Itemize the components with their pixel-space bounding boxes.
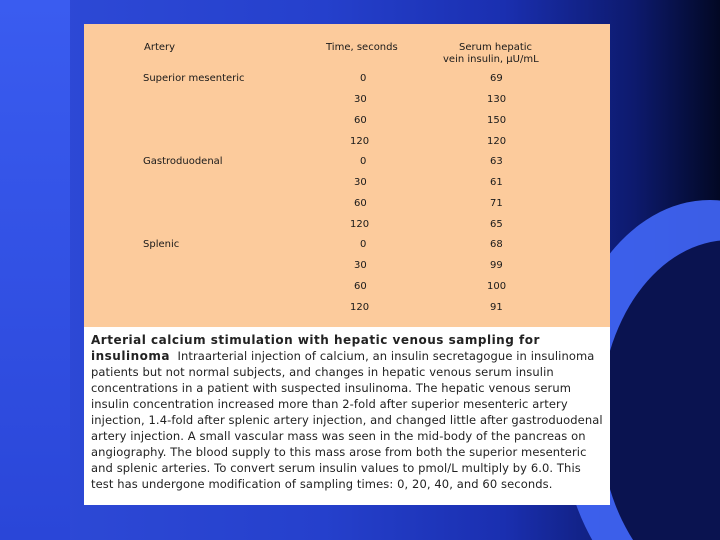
time-cell: 60 <box>354 115 367 126</box>
time-cell: 120 <box>350 302 370 313</box>
time-cell: 0 <box>360 239 367 250</box>
insulin-cell: 61 <box>490 177 503 188</box>
caption-title: Arterial calcium stimulation with hepatic venous sampling for insulinoma <box>91 333 540 363</box>
insulin-cell: 63 <box>490 156 503 167</box>
header-time: Time, seconds <box>326 42 398 53</box>
header-insulin-line2: vein insulin, µU/mL <box>443 54 539 65</box>
time-cell: 60 <box>354 198 367 209</box>
insulin-cell: 130 <box>487 94 507 105</box>
insulin-cell: 150 <box>487 115 507 126</box>
insulin-cell: 100 <box>487 281 507 292</box>
time-cell: 120 <box>350 219 370 230</box>
artery-label: Gastroduodenal <box>143 156 223 167</box>
insulin-cell: 68 <box>490 239 503 250</box>
time-cell: 120 <box>350 136 370 147</box>
insulin-cell: 91 <box>490 302 503 313</box>
slide-left-band <box>0 0 70 540</box>
artery-label: Superior mesenteric <box>143 73 245 84</box>
caption-box <box>84 327 610 505</box>
time-cell: 30 <box>354 260 367 271</box>
time-cell: 0 <box>360 73 367 84</box>
insulin-cell: 99 <box>490 260 503 271</box>
time-cell: 60 <box>354 281 367 292</box>
time-cell: 0 <box>360 156 367 167</box>
insulin-cell: 65 <box>490 219 503 230</box>
caption-body: Intraarterial injection of calcium, an insulin secretagogue in insulinoma patients but not normal subjects, and changes in hepatic venous serum insulin concentrations in a patient with suspected insulinoma. The hepatic venous serum insulin concentration increased more than 2-fold after superior mesenteric artery injection, 1.4-fold after splenic artery injection, and changed little after gastroduodenal artery injection. A small vascular mass was seen in the mid-body of the pancreas on angiography. The blood supply to this mass arose from both the superior mesenteric and splenic arteries. To convert serum insulin values to pmol/L multiply by 6.0. This test has undergone modification of sampling times: 0, 20, 40, and 60 seconds. <box>91 349 603 491</box>
time-cell: 30 <box>354 177 367 188</box>
caption-text <box>91 332 603 492</box>
time-cell: 30 <box>354 94 367 105</box>
insulin-cell: 120 <box>487 136 507 147</box>
insulin-cell: 71 <box>490 198 503 209</box>
header-artery: Artery <box>144 42 176 53</box>
header-insulin-line1: Serum hepatic <box>459 42 533 53</box>
insulin-cell: 69 <box>490 73 503 84</box>
artery-label: Splenic <box>143 239 180 250</box>
data-table <box>84 24 610 327</box>
